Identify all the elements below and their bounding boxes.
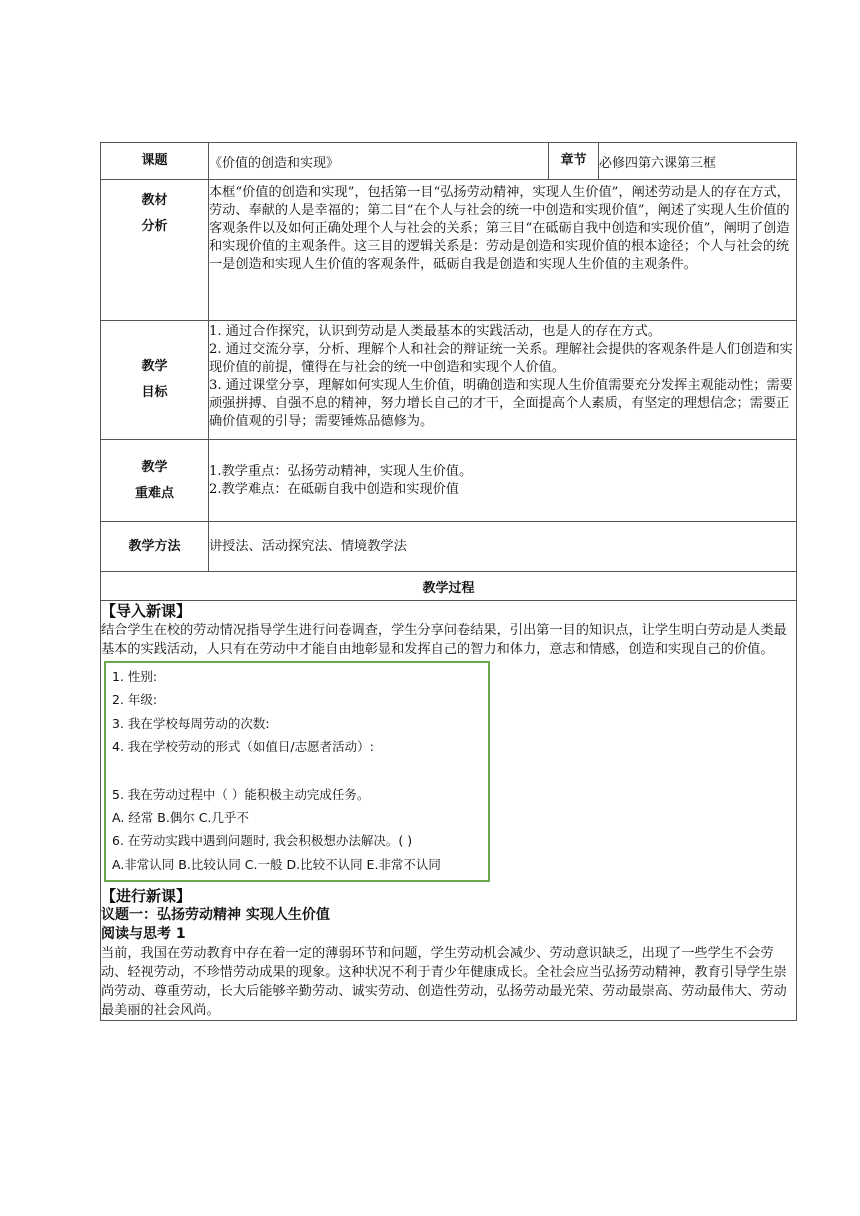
new-lesson-heading: 【进行新课】 [101,887,192,906]
survey-item-2: 2. 年级: [112,692,158,708]
survey-item-3: 3. 我在学校每周劳动的次数: [112,715,270,731]
keypoint-item-1: 1.教学重点：弘扬劳动精神，实现人生价值。 [209,463,473,479]
goals-label [101,321,209,440]
chapter-value: 必修四第六课第三框 [599,143,797,180]
analysis-label [101,180,209,321]
methods-label: 教学方法 [101,522,209,572]
analysis-row [101,180,797,321]
header-row [101,143,797,180]
goal-item-3: 3. 通过课堂分享，理解如何实现人生价值，明确创造和实现人生价值需要充分发挥主观能动性；需要顽强拼搏、自强不息的精神，努力增长自己的才干，全面提高个人素质，有坚定的理想信念；需要正确价值观的引导；需要锤炼品德修为。 [209,378,793,429]
intro-text: 结合学生在校的劳动情况指导学生进行问卷调查，学生分享问卷结果，引出第一目的知识点，让学生明白劳动是人类最基本的实践活动，人只有在劳动中才能自由地彰显和发挥自己的智力和体力，意志和情感，创造和实现自己的价值。 [101,623,787,657]
survey-box [104,661,490,882]
survey-item-8: A.非常认同 B.比较认同 C.一般 D.比较不认同 E.非常不认同 [112,856,441,872]
topic-value: 《价值的创造和实现》 [209,143,549,180]
topic-label: 课题 [101,143,209,180]
process-heading: 教学过程 [101,572,797,601]
lesson-plan-table [100,142,797,1021]
reading-one-text: 当前，我国在劳动教育中存在着一定的薄弱环节和问题，学生劳动机会减少、劳动意识缺乏，出现了一些学生不会劳动、轻视劳动，不珍惜劳动成果的现象。这种状况不利于青少年健康成长。全社会应当弘扬劳动精神，教育引导学生崇尚劳动、尊重劳动，长大后能够辛勤劳动、诚实劳动、创造性劳动，弘扬劳动最光荣、劳动最崇高、劳动最伟大、劳动最美丽的社会风尚。 [101,946,787,1019]
chapter-label: 章节 [549,143,599,180]
survey-item-4: 4. 我在学校劳动的形式（如值日/志愿者活动）: [112,739,374,755]
survey-item-7: 6. 在劳动实践中遇到问题时, 我会积极想办法解决。( ) [112,833,413,849]
keypoints-list [209,440,797,522]
process-heading-row [101,572,797,601]
methods-row [101,522,797,572]
keypoints-row [101,440,797,522]
goals-label-line1: 教学 [141,359,168,374]
keypoints-label-line2: 重难点 [134,485,174,501]
survey-item-1: 1. 性别: [112,669,158,684]
survey-item-5: 5. 我在劳动过程中（ ）能积极主动完成任务。 [112,786,370,802]
goal-item-1: 1. 通过合作探究，认识到劳动是人类最基本的实践活动，也是人的存在方式。 [209,324,661,339]
keypoint-item-2: 2.教学难点：在砥砺自我中创造和实现价值 [209,481,459,497]
goals-label-line2: 目标 [141,385,168,400]
analysis-label-line1: 教材 [141,193,168,208]
keypoints-label-line1: 教学 [141,459,168,475]
topic-one-heading: 议题一：弘扬劳动精神 实现人生价值 [101,907,330,924]
keypoints-label [101,440,209,522]
process-row [101,601,797,1021]
analysis-text: 本框“价值的创造和实现”，包括第一目“弘扬劳动精神，实现人生价值”，阐述劳动是人的存在方式，劳动、奉献的人是幸福的；第二目“在个人与社会的统一中创造和实现价值”，阐述了实现人生价值的客观条件以及如何正确处理个人与社会的关系；第三目“在砥砺自我中创造和实现价值”，阐明了创造和实现价值的主观条件。这三目的逻辑关系是：劳动是创造和实现价值的根本途径；个人与社会的统一是创造和实现人生价值的客观条件，砥砺自我是创造和实现人生价值的主观条件。 [209,180,797,321]
process-content [101,601,797,1021]
methods-text: 讲授法、活动探究法、情境教学法 [209,522,797,572]
intro-heading: 【导入新课】 [101,602,192,620]
goals-row [101,321,797,440]
survey-blank-space [112,759,484,783]
analysis-label-line2: 分析 [141,219,168,234]
goals-list [209,321,797,440]
reading-one-heading: 阅读与思考 1 [101,926,186,943]
goal-item-2: 2. 通过交流分享，分析、理解个人和社会的辩证统一关系。理解社会提供的客观条件是人们创造和实现价值的前提，懂得在与社会的统一中创造和实现个人价值。 [209,342,793,375]
survey-item-6: A. 经常 B.偶尔 C.几乎不 [112,810,249,826]
lesson-plan-document [100,142,796,1021]
